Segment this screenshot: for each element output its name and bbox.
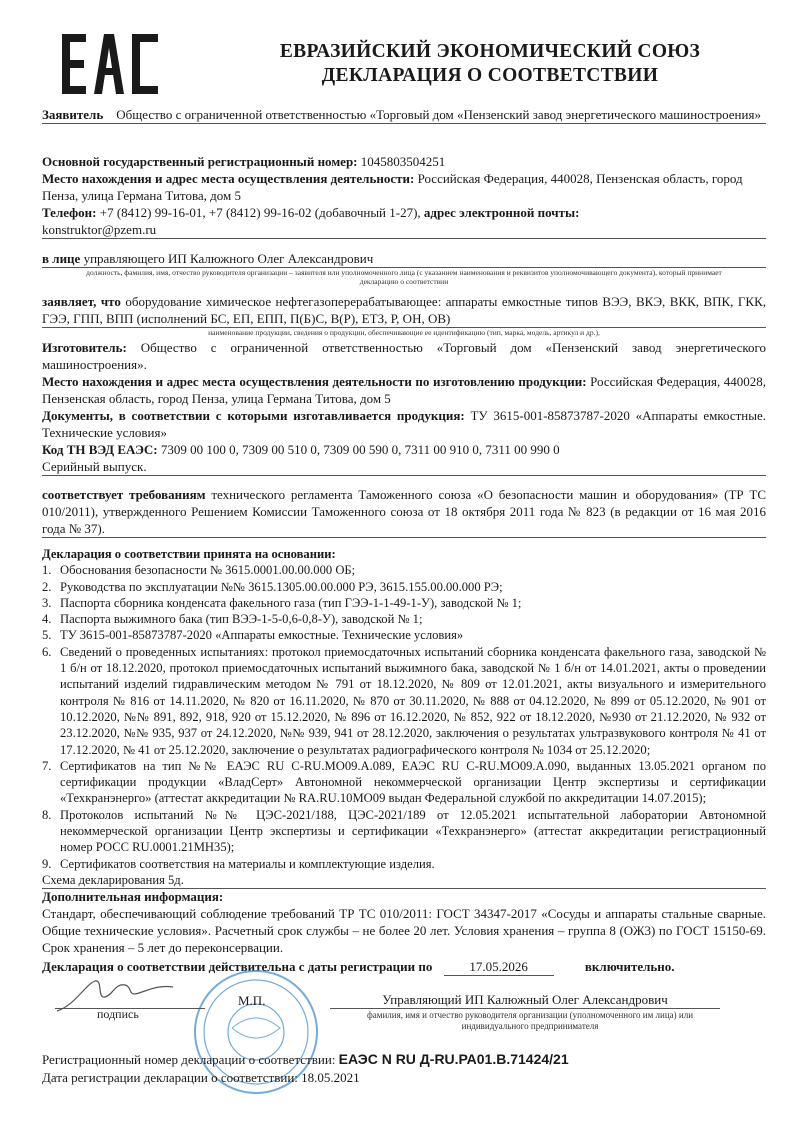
basis-item-number: 6. [42,644,52,659]
address-label: Место нахождения и адрес места осуществления деятельности: [42,171,415,186]
signer-name: Управляющий ИП Калюжный Олег Александрович [330,992,720,1009]
document-header [190,40,790,88]
basis-item [42,807,766,856]
mfg-address-label: Место нахождения и адрес места осуществления деятельности по изготовлению продукции: [42,374,587,389]
declares-block [42,293,766,337]
email-label: адрес электронной почты: [423,205,580,220]
validity-date: 17.05.2026 [444,958,554,976]
email-value: konstruktor@pzem.ru [42,221,766,239]
conformity-block [42,486,766,538]
validity-label: Декларация о соответствии действительна с даты регистрации по [42,959,433,974]
docs-label: Документы, в соответствии с которыми изготавливается продукция: [42,408,465,423]
basis-item-text: Сертификатов соответствия на материалы и комплектующие изделия. [60,856,435,871]
declares-value: оборудование химическое нефтегазоперерабатывающее: аппараты емкостные типов ВЭЭ, ВКЭ, ВКК, ВПК, ГКК, ГЭЭ, ГПП, ВПП (исполнений БС, ЕП, ЕПП, П(Б)С, В(Р), ЕТЗ, Р, ОН, ОВ) [42,294,766,326]
basis-item-number: 9. [42,856,52,871]
additional-title: Дополнительная информация: [42,889,224,904]
basis-title: Декларация о соответствии принята на основании: [42,547,336,561]
basis-item [42,611,766,627]
reg-date-value: 18.05.2021 [301,1070,360,1085]
manufacturer-block [42,339,766,476]
basis-item-number: 1. [42,563,52,578]
person-value: управляющего ИП Калюжного Олег Александрович [83,251,374,266]
basis-item-number: 2. [42,579,52,594]
ogrn-value: 1045803504251 [360,154,446,169]
header-union: ЕВРАЗИЙСКИЙ ЭКОНОМИЧЕСКИЙ СОЮЗ [279,41,701,62]
phone-label: Телефон: [42,205,97,220]
basis-item [42,562,766,578]
basis-list [42,562,766,872]
code-value: 7309 00 100 0, 7309 00 510 0, 7309 00 590 0, 7311 00 910 0, 7311 00 990 0 [160,442,560,457]
basis-item-text: Руководства по эксплуатации №№ 3615.1305.00.00.000 РЭ, 3615.155.00.00.000 РЭ; [60,579,503,594]
signer-caption: фамилия, имя и отчество руководителя организации (уполномоченного им лица) или индивидуального предпринимателя [366,1010,694,1031]
footer-block [42,1050,766,1087]
eac-logo [60,32,160,96]
validity-suffix: включительно. [584,959,675,974]
reg-date-label: Дата регистрации декларации о соответствии: [42,1070,298,1085]
basis-item-number: 3. [42,595,52,610]
basis-item-text: Паспорта сборника конденсата факельного газа (тип ГЭЭ-1-1-49-1-У), заводской № 1; [60,595,522,610]
additional-block [42,888,766,956]
scheme-text: Схема декларирования 5д. [42,872,766,889]
reg-value: ЕАЭС N RU Д-RU.РА01.В.71424/21 [338,1051,569,1067]
person-block [42,250,766,286]
basis-item [42,644,766,758]
mfg-address-value: Российская Федерация, 440028, Пензенская область, город Пенза, улица Германа Титова, дом 5 [42,374,767,406]
basis-item-number: 4. [42,612,52,627]
manufacturer-value: Общество с ограниченной ответственностью «Торговый дом «Пензенский завод энергетического машиностроения». [42,340,767,372]
header-title: ДЕКЛАРАЦИЯ О СООТВЕТСТВИИ [321,65,659,86]
registration-block [42,153,766,239]
applicant-label: Заявитель [42,107,104,122]
person-caption: должность, фамилия, имя, отчество руководителя организации – заявителя или уполномоченного лица (с указанием наименования и реквизитов уполномочивающего документа), который принимает декларацию о соответствии [86,268,722,286]
docs-value: ТУ 3615-001-85873787-2020 «Аппараты емкостные. Технические условия» [42,408,766,440]
person-label: в лице [42,251,81,266]
basis-item [42,627,766,643]
basis-item-number: 8. [42,807,52,822]
manufacturer-label: Изготовитель: [42,340,127,355]
basis-item [42,595,766,611]
basis-block [42,546,766,889]
ogrn-label: Основной государственный регистрационный номер: [42,154,358,169]
basis-item-text: ТУ 3615-001-85873787-2020 «Аппараты емкостные. Технические условия» [60,628,464,643]
additional-text: Стандарт, обеспечивающий соблюдение требований ТР ТС 010/2011: ГОСТ 34347-2017 «Сосуды и аппараты стальные сварные. Общие технические условия». Расчетный срок службы – не более 20 лет. Условия хранения – группа 8 (ОЖ3) по ГОСТ 15150-69. Срок хранения – 5 лет до переконсервации. [42,906,766,955]
basis-item-text: Обоснования безопасности № 3615.0001.00.00.000 ОБ; [60,563,356,578]
basis-item-text: Паспорта выжимного бака (тип ВЭЭ-1-5-0,6-0,8-У), заводской № 1; [60,612,423,627]
serial-text: Серийный выпуск. [42,458,766,476]
declares-label: заявляет, что [42,294,121,309]
applicant-block [42,106,766,124]
basis-item-number: 7. [42,758,52,773]
basis-item-number: 5. [42,628,52,643]
mp-label: М.П. [238,993,266,1008]
validity-block [42,958,766,976]
applicant-value: Общество с ограниченной ответственностью «Торговый дом «Пензенский завод энергетического машиностроения» [116,107,761,122]
basis-item [42,579,766,595]
conformity-value: технического регламента Таможенного союза «О безопасности машин и оборудования» (ТР ТС 010/2011), утвержденного Решением Комиссии Таможенного союза от 18 октября 2011 года № 823 (в редакции от 16 мая 2016 года № 37). [42,487,767,536]
basis-item-text: Протоколов испытаний №№ ЦЭС-2021/188, ЦЭС-2021/189 от 12.05.2021 испытательной лаборатории Автономной некоммерческой организации Центр экспертизы и сертификации «Техкранэнерго» (аттестат аккредитации регистрационный номер РОСС RU.0001.21МН35); [60,807,766,855]
declares-caption: наименование продукции, сведения о продукции, обеспечивающие ее идентификацию (тип, марка, модель, артикул и др.), [208,328,600,337]
basis-item-text: Сведений о проведенных испытаниях: протокол приемосдаточных испытаний сборника конденсата факельного газа, заводской № 1 б/н от 18.12.2020, протокол приемосдаточных испытаний выжимного бака, заводской № 1 б/н от 14.01.2021, акты о проведении испытаний изделий гидравлическим методом № 791 от 18.12.2020, № 809 от 12.01.2021, акты визуального и измерительного контроля № 816 от 14.11.2020, № 820 от 16.11.2020, № 870 от 30.11.2020, № 888 от 04.12.2020, № 899 от 05.12.2020, № 901 от 10.12.2020, №№ 891, 892, 918, 920 от 15.12.2020, № 896 от 16.12.2020, № 852, 922 от 18.12.2020, №930 от 21.12.2020, № 932 от 23.12.2020, №№ 935, 937 от 24.12.2020, №№ 939, 941 от 28.12.2020, заключения о результатах ультразвукового контроля № 41 от 17.12.2020, № 41 от 25.12.2020, заключение о результатах радиографического контроля № 1034 от 25.12.2020; [60,644,766,757]
basis-item [42,856,766,872]
conformity-label: соответствует требованиям [42,487,206,502]
basis-item [42,758,766,807]
basis-item-text: Сертификатов на тип №№ ЕАЭС RU С-RU.МО09.А.089, ЕАЭС RU С-RU.МО09.А.090, выданных 13.05.2021 органом по сертификации продукции «ВладСерт» Автономной некоммерческой организации Центр экспертизы и сертификации «Техкранэнерго» (аттестат аккредитации № RA.RU.10МО09 выдан Федеральной службой по аккредитации 14.07.2015); [60,758,766,806]
phone-value: +7 (8412) 99-16-01, +7 (8412) 99-16-02 (добавочный 1-27), [99,205,421,220]
reg-label: Регистрационный номер декларации о соответствии: [42,1052,336,1067]
sign-caption: подпись [97,1007,139,1021]
code-label: Код ТН ВЭД ЕАЭС: [42,442,158,457]
address-value: Российская Федерация, 440028, Пензенская область, город Пенза, улица Германа Титова, дом 5 [42,171,743,203]
